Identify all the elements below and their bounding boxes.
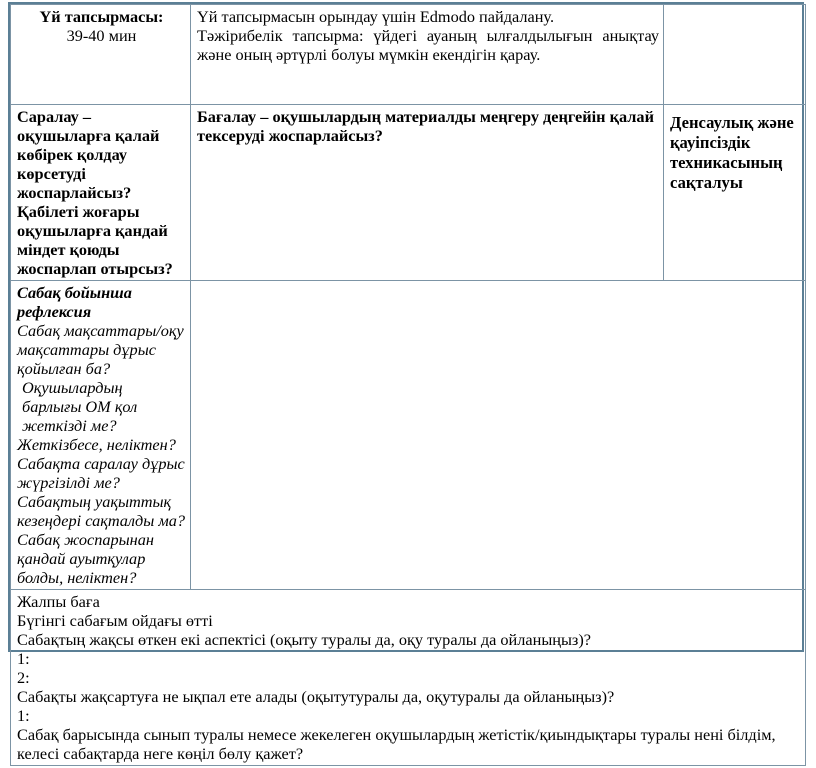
homework-title: Үй тапсырмасы: (39, 7, 164, 26)
homework-line: Тәжірибелік тапсырма: үйдегі ауаның ылғалдылығын анықтау және оның әртүрлі болуы мүмкін екендігін қарау. (197, 26, 659, 64)
overall-line: 1: (17, 706, 30, 725)
assessment-text: Бағалау – оқушылардың материалды меңгеру деңгейін қалай тексеруді жоспарлайсыз? (197, 107, 654, 145)
homework-time: 39-40 мин (66, 26, 137, 45)
reflection-question: Жеткізбесе, неліктен? (17, 435, 176, 454)
reflection-title: Сабақ бойынша рефлексия (17, 283, 132, 321)
overall-line: 2: (17, 668, 30, 687)
overall-line: Жалпы баға (17, 592, 100, 611)
reflection-row (11, 281, 806, 590)
reflection-question: Оқушылардың барлығы ОМ қол жеткізді ме? (22, 378, 138, 435)
differentiation-header (11, 105, 191, 281)
homework-description-cell (191, 5, 664, 105)
lesson-plan-table (10, 4, 806, 766)
overall-assessment-cell (11, 590, 806, 766)
health-safety-text: Денсаулық және қауіпсіздік техникасының сақталуы (670, 113, 794, 192)
homework-empty-cell (664, 5, 806, 105)
reflection-answer-cell (191, 281, 806, 590)
reflection-cell (11, 281, 191, 590)
homework-label-cell (11, 5, 191, 105)
assessment-header (191, 105, 664, 281)
overall-line: Сабақ барысында сынып туралы немесе жекелеген оқушылардың жетістік/қиындықтары туралы нені білдім, келесі сабақтарда неге көңіл бөлу қажет? (17, 725, 776, 763)
reflection-question: Сабақ мақсаттары/оқу мақсаттары дұрыс қойылған ба? (17, 321, 184, 378)
homework-line: Үй тапсырмасын орындау үшін Edmodo пайдалану. (197, 7, 555, 26)
overall-row (11, 590, 806, 766)
reflection-question: Сабақ жоспарынан қандай ауытқулар болды, неліктен? (17, 530, 154, 587)
homework-row (11, 5, 806, 105)
reflection-question: Сабақта саралау дұрыс жүргізілді ме? (17, 454, 185, 492)
differentiation-text: Саралау – оқушыларға қалай көбірек қолдау көрсетуді жоспарлайсыз? Қабілеті жоғары оқушыларға қандай міндет қоюды жоспарлап отырсыз? (17, 107, 173, 278)
overall-line: 1: (17, 649, 30, 668)
reflection-question: Сабақтың уақыттық кезеңдері сақталды ма? (17, 492, 186, 530)
overall-line: Бүгінгі сабағым ойдағы өтті (17, 611, 213, 630)
health-safety-header (664, 105, 806, 281)
planning-header-row (11, 105, 806, 281)
overall-line: Сабақтың жақсы өткен екі аспектісі (оқыту туралы да, оқу туралы да ойланыңыз)? (17, 630, 591, 649)
overall-line: Сабақты жақсартуға не ықпал ете алады (оқытутуралы да, оқутуралы да ойланыңыз)? (17, 687, 615, 706)
